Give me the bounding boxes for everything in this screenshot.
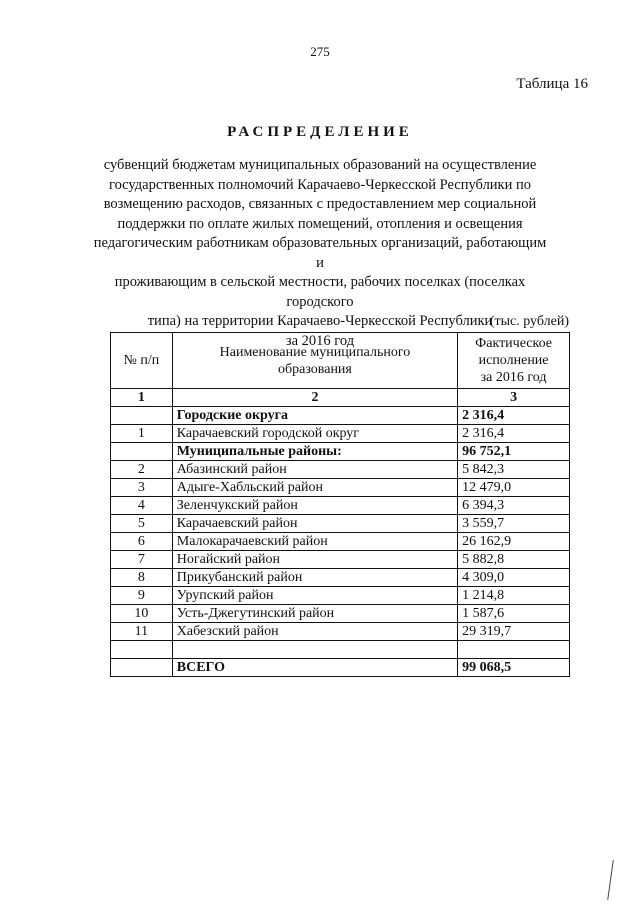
row-name: Усть-Джегутинский район — [172, 605, 457, 623]
table-row — [111, 479, 570, 497]
row-name: Урупский район — [172, 587, 457, 605]
row-number: 3 — [111, 479, 173, 497]
table-row — [111, 659, 570, 677]
row-value: 29 319,7 — [458, 623, 570, 641]
table-reference: Таблица 16 — [516, 76, 588, 92]
table-row — [111, 551, 570, 569]
row-value — [458, 641, 570, 659]
table-row — [111, 605, 570, 623]
row-number: 5 — [111, 515, 173, 533]
header-name: Наименование муниципального образования — [172, 333, 457, 389]
row-number: 9 — [111, 587, 173, 605]
row-number — [111, 659, 173, 677]
table-row — [111, 461, 570, 479]
table-row — [111, 497, 570, 515]
page-number: 275 — [310, 44, 330, 59]
table-row — [111, 515, 570, 533]
row-number: 11 — [111, 623, 173, 641]
row-name: Адыге-Хабльский район — [172, 479, 457, 497]
row-name: Карачаевский район — [172, 515, 457, 533]
document-heading: РАСПРЕДЕЛЕНИЕ — [227, 124, 413, 140]
row-value: 1 587,6 — [458, 605, 570, 623]
subtitle-line: за 2016 год — [285, 332, 355, 349]
row-name: Муниципальные районы: — [172, 443, 457, 461]
row-value: 2 316,4 — [458, 407, 570, 425]
row-value: 4 309,0 — [458, 569, 570, 587]
row-name: ВСЕГО — [172, 659, 457, 677]
row-number — [111, 641, 173, 659]
row-value: 96 752,1 — [458, 443, 570, 461]
row-name: Хабезский район — [172, 623, 457, 641]
row-number: 8 — [111, 569, 173, 587]
row-name: Карачаевский городской округ — [172, 425, 457, 443]
subtitle-line: поддержки по оплате жилых помещений, отопления и освещения — [117, 215, 523, 232]
subtitle-line: государственных полномочий Карачаево-Черкесской Республики по — [108, 176, 531, 193]
subtitle-line: педагогическим работникам образовательных организаций, работающим и — [93, 235, 547, 271]
row-number: 7 — [111, 551, 173, 569]
scan-artifact — [607, 860, 614, 900]
row-name: Абазинский район — [172, 461, 457, 479]
column-index: 3 — [458, 389, 570, 407]
row-number: 2 — [111, 461, 173, 479]
row-name: Малокарачаевский район — [172, 533, 457, 551]
row-value: 3 559,7 — [458, 515, 570, 533]
subtitle-line: субвенций бюджетам муниципальных образований на осуществление — [103, 157, 537, 173]
row-value: 1 214,8 — [458, 587, 570, 605]
row-number: 4 — [111, 497, 173, 515]
table-body — [111, 407, 570, 677]
table-row — [111, 443, 570, 461]
row-value: 99 068,5 — [458, 659, 570, 677]
header-value-line: исполнение — [478, 353, 549, 368]
table-row — [111, 569, 570, 587]
row-value: 12 479,0 — [458, 479, 570, 497]
column-index: 1 — [111, 389, 173, 407]
column-index-row — [111, 389, 570, 407]
row-value: 5 842,3 — [458, 461, 570, 479]
header-num: № п/п — [111, 333, 173, 389]
document-subtitle — [90, 156, 550, 351]
table-row — [111, 425, 570, 443]
table-row — [111, 533, 570, 551]
row-value: 6 394,3 — [458, 497, 570, 515]
row-number: 1 — [111, 425, 173, 443]
distribution-table — [110, 332, 570, 677]
row-number — [111, 443, 173, 461]
row-name — [172, 641, 457, 659]
row-name: Прикубанский район — [172, 569, 457, 587]
header-value-line: за 2016 год — [480, 370, 547, 385]
row-name: Зеленчукский район — [172, 497, 457, 515]
table-row — [111, 641, 570, 659]
subtitle-line: возмещению расходов, связанных с предоставлением мер социальной — [103, 196, 537, 212]
table-row — [111, 407, 570, 425]
table-row — [111, 587, 570, 605]
row-name: Ногайский район — [172, 551, 457, 569]
table-header-row — [111, 333, 570, 389]
header-value-line: Фактическое — [475, 336, 552, 351]
table-row — [111, 623, 570, 641]
row-number: 6 — [111, 533, 173, 551]
units-label: (тыс. рублей) — [489, 314, 569, 329]
column-index: 2 — [172, 389, 457, 407]
row-value: 5 882,8 — [458, 551, 570, 569]
row-value: 26 162,9 — [458, 533, 570, 551]
row-name: Городские округа — [172, 407, 457, 425]
row-value: 2 316,4 — [458, 425, 570, 443]
row-number — [111, 407, 173, 425]
subtitle-line: проживающим в сельской местности, рабочих поселках (поселках городского — [114, 274, 526, 310]
header-value — [458, 333, 570, 389]
row-number: 10 — [111, 605, 173, 623]
subtitle-line: типа) на территории Карачаево-Черкесской Республики — [147, 313, 493, 329]
